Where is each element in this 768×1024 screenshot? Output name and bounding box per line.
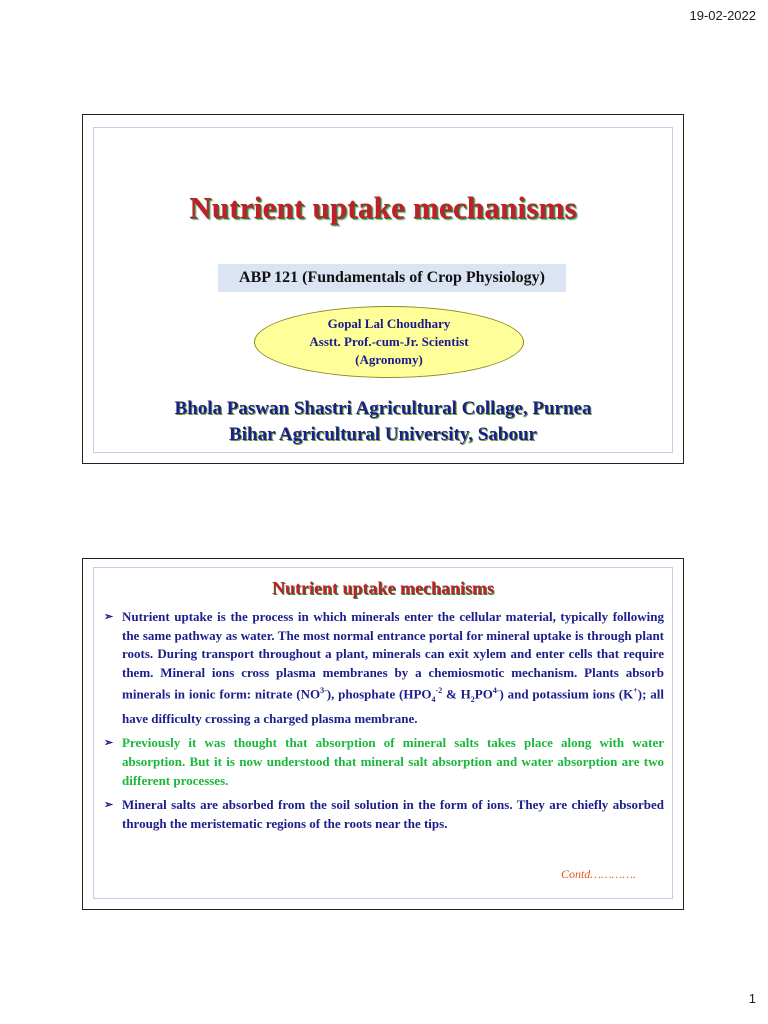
- author-name: Gopal Lal Choudhary: [327, 316, 451, 331]
- bullet-list: [102, 608, 664, 839]
- author-designation: Asstt. Prof.-cum-Jr. Scientist: [309, 334, 469, 349]
- bullet-item-absorption-history: ➢ Previously it was thought that absorption of mineral salts takes place along with water absorption. But it is now understood that mineral salt absorption and water absorption are two different processes.: [104, 735, 664, 788]
- institution-university: Bihar Agricultural University, Sabour: [229, 424, 537, 445]
- page-date: 19-02-2022: [689, 8, 756, 23]
- arrow-bullet-icon: ➢: [104, 799, 114, 812]
- bullet-item-uptake-process: ➢ Nutrient uptake is the process in which minerals enter the cellular material, typically following the same pathway as water. The most normal entrance portal for mineral uptake is through plant roots. During transport throughout a plant, minerals can exit xylem and enter cells that require them. Mineral ions cross plasma membranes by a chemiosmotic mechanism. Plants absorb minerals in ionic form: nitrate $(NO^{3-})$, phosphate ($HPO_4^{-2}$ & $H_2PO^{4-}$) and potassium ions (K+); all have difficulty crossing a charged plasma membrane.: [104, 609, 664, 726]
- arrow-bullet-icon: ➢: [104, 737, 114, 750]
- title-slide: [82, 114, 684, 464]
- content-slide-inner-frame: [93, 567, 673, 899]
- content-slide-title: Nutrient uptake mechanisms: [271, 578, 494, 598]
- slide-title: Nutrient uptake mechanisms: [189, 190, 577, 225]
- page-number: 1: [748, 991, 756, 1006]
- course-label: ABP 121 (Fundamentals of Crop Physiology): [218, 264, 566, 292]
- title-slide-inner-frame: [93, 127, 673, 453]
- author-ellipse: [254, 306, 524, 378]
- continued-note: Contd………….: [560, 867, 636, 881]
- author-department: (Agronomy): [355, 352, 423, 367]
- bullet-item-ion-absorption: ➢ Mineral salts are absorbed from the soil solution in the form of ions. They are chiefly absorbed through the meristematic regions of the roots near the tips.: [104, 797, 664, 831]
- arrow-bullet-icon: ➢: [104, 611, 114, 623]
- content-slide: [82, 558, 684, 910]
- institution-college: Bhola Paswan Shastri Agricultural Collage, Purnea: [174, 398, 592, 419]
